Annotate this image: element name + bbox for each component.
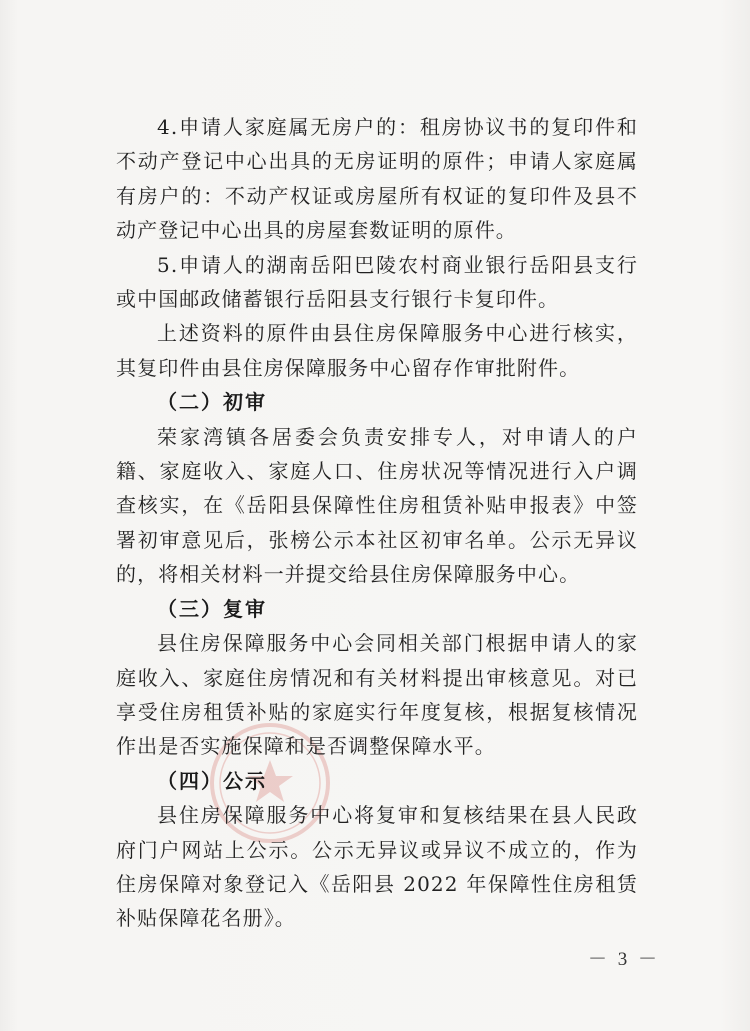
document-body	[116, 110, 638, 936]
section-heading-publicity: （四）公示	[157, 768, 267, 793]
paragraph-re-examination: 县住房保障服务中心会同相关部门根据申请人的家庭收入、家庭住房情况和有关材料提出审核意见。对已享受住房租赁补贴的家庭实行年度复核，根据复核情况作出是否实施保障和是否调整保障水平。	[116, 631, 638, 759]
paragraph-preliminary-review: 荣家湾镇各居委会负责安排专人，对申请人的户籍、家庭收入、家庭人口、住房状况等情况进行入户调查核实，在《岳阳县保障性住房租赁补贴申报表》中签署初审意见后，张榜公示本社区初审名单。公示无异议的，将相关材料一并提交给县住房保障服务中心。	[116, 424, 638, 587]
paragraph-item-4: 4.申请人家庭属无房户的：租房协议书的复印件和不动产登记中心出具的无房证明的原件；申请人家庭属有房户的：不动产权证或房屋所有权证的复印件及县不动产登记中心出具的房屋套数证明的原件。	[116, 115, 638, 243]
page-number: － 3 －	[588, 949, 661, 970]
paragraph-publicity: 县住房保障服务中心将复审和复核结果在县人民政府门户网站上公示。公示无异议或异议不成立的，作为住房保障对象登记入《岳阳县 2022 年保障性住房租赁补贴保障花名册》。	[116, 803, 638, 931]
section-heading-preliminary-review: （二）初审	[157, 390, 267, 415]
section-heading-re-examination: （三）复审	[157, 596, 267, 621]
paragraph-item-5: 5.申请人的湖南岳阳巴陵农村商业银行岳阳县支行或中国邮政储蓄银行岳阳县支行银行卡复印件。	[116, 252, 638, 312]
paragraph-verification: 上述资料的原件由县住房保障服务中心进行核实，其复印件由县住房保障服务中心留存作审批附件。	[116, 321, 638, 380]
